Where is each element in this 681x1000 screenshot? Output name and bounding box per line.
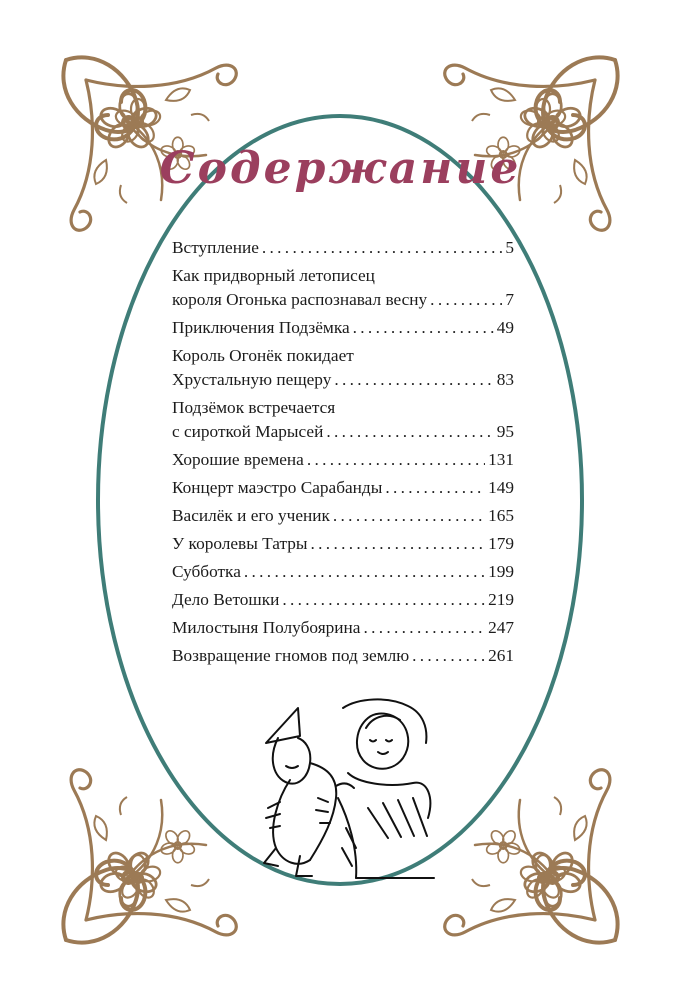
toc-entry-row (172, 532, 514, 556)
toc-entry-title: Приключения Подзёмка (172, 318, 350, 337)
dot-leader (262, 236, 502, 260)
gnome-and-child-illustration (238, 688, 438, 888)
toc-entry-title: Хрустальную пещеру (172, 370, 332, 389)
toc-entry-row (172, 448, 514, 472)
toc-entry-row (172, 288, 514, 312)
toc-entry-title: Хорошие времена (172, 450, 304, 469)
toc-entry-title: Как придворный летописец (172, 266, 375, 285)
toc-entry-row (172, 316, 514, 340)
toc-entry-row (172, 476, 514, 500)
dot-leader (333, 504, 485, 528)
toc-page-number: 165 (488, 506, 514, 525)
toc-entry[interactable] (172, 316, 514, 340)
toc-page-number: 5 (505, 238, 514, 257)
dot-leader (334, 368, 493, 392)
toc-entry-title: У королевы Татры (172, 534, 308, 553)
toc-entry-title: Субботка (172, 562, 241, 581)
dot-leader (430, 288, 502, 312)
toc-page-number: 7 (505, 290, 514, 309)
page-title: Содержание (159, 143, 522, 194)
toc-entry-row (172, 420, 514, 444)
dot-leader (311, 532, 486, 556)
corner-flourish-icon (445, 770, 618, 943)
table-of-contents (172, 236, 514, 672)
toc-entry-title: Василёк и его ученик (172, 506, 330, 525)
toc-entry-title: Милостыня Полубоярина (172, 618, 361, 637)
toc-entry-row (172, 616, 514, 640)
toc-entry[interactable] (172, 396, 514, 444)
toc-entry[interactable] (172, 644, 514, 668)
toc-entry-title: Дело Ветошки (172, 590, 280, 609)
toc-entry-title: короля Огонька распознавал весну (172, 290, 428, 309)
toc-entry-row (172, 504, 514, 528)
toc-page-number: 83 (496, 370, 514, 389)
dot-leader (244, 560, 485, 584)
toc-page-number: 95 (496, 422, 514, 441)
toc-page-number: 131 (488, 450, 514, 469)
toc-entry[interactable] (172, 504, 514, 528)
toc-entry-title: Вступление (172, 238, 259, 257)
toc-entry-title: Подзёмок встречается (172, 398, 336, 417)
toc-page-number: 49 (496, 318, 514, 337)
dot-leader (412, 644, 485, 668)
toc-entry-title: с сироткой Марысей (172, 422, 324, 441)
dot-leader (353, 316, 494, 340)
toc-entry[interactable] (172, 532, 514, 556)
toc-entry[interactable] (172, 264, 514, 312)
toc-entry[interactable] (172, 236, 514, 260)
corner-flourish-icon (63, 770, 236, 943)
toc-entry-row (172, 588, 514, 612)
toc-entry[interactable] (172, 560, 514, 584)
toc-page-number: 261 (488, 646, 514, 665)
toc-entry-title: Концерт маэстро Сарабанды (172, 478, 383, 497)
toc-page-number: 179 (488, 534, 514, 553)
toc-page-number: 199 (488, 562, 514, 581)
toc-entry-title: Возвращение гномов под землю (172, 646, 410, 665)
dot-leader (385, 476, 485, 500)
toc-page-number: 219 (488, 590, 514, 609)
toc-page-number: 247 (488, 618, 514, 637)
toc-entry[interactable] (172, 616, 514, 640)
dot-leader (307, 448, 485, 472)
toc-entry-title: Король Огонёк покидает (172, 346, 354, 365)
toc-entry[interactable] (172, 344, 514, 392)
toc-entry-row (172, 560, 514, 584)
toc-entry[interactable] (172, 588, 514, 612)
toc-entry[interactable] (172, 448, 514, 472)
dot-leader (326, 420, 493, 444)
dot-leader (363, 616, 485, 640)
dot-leader (282, 588, 485, 612)
toc-entry-row (172, 236, 514, 260)
toc-entry-row (172, 368, 514, 392)
toc-page-number: 149 (488, 478, 514, 497)
toc-entry[interactable] (172, 476, 514, 500)
toc-entry-row (172, 644, 514, 668)
